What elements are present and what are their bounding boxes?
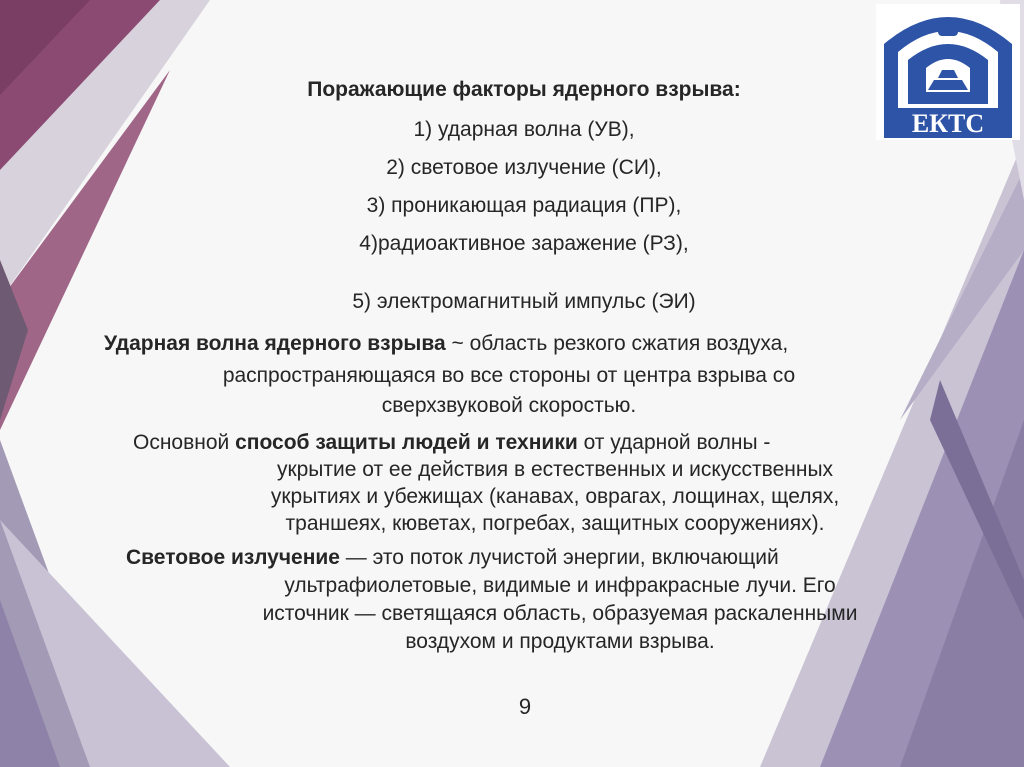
factor-item: 5) электромагнитный импульс (ЭИ) bbox=[352, 290, 696, 313]
shockwave-line: Ударная волна ядерного взрыва ~ область резкого сжатия воздуха, bbox=[104, 332, 789, 355]
factor-item: 1) ударная волна (УВ), bbox=[413, 118, 635, 141]
factor-item: 4)радиоактивное заражение (РЗ), bbox=[359, 232, 689, 255]
light-line: Световое излучение — это поток лучистой энергии, включающий bbox=[126, 546, 779, 569]
light-line: ультрафиолетовые, видимые и инфракрасные лучи. Его bbox=[284, 574, 836, 597]
protection-line: Основной способ защиты людей и техники от ударной волны - bbox=[133, 431, 771, 454]
light-line: воздухом и продуктами взрыва. bbox=[405, 630, 715, 653]
shockwave-line: сверхзвуковой скоростью. bbox=[381, 394, 637, 417]
logo-text: ЕКТС bbox=[911, 109, 985, 138]
factors-title: Поражающие факторы ядерного взрыва: bbox=[307, 78, 741, 101]
light-line: источник — светящаяся область, образуемая раскаленными bbox=[262, 602, 858, 625]
shockwave-line: распространяющаяся во все стороны от центра взрыва со bbox=[222, 364, 796, 387]
protection-line: траншеях, кюветах, погребах, защитных сооружениях). bbox=[285, 512, 825, 535]
protection-line: укрытие от ее действия в естественных и искусственных bbox=[276, 458, 834, 481]
page-number: 9 bbox=[518, 694, 532, 719]
protection-line: укрытиях и убежищах (канавах, оврагах, лощинах, щелях, bbox=[270, 485, 840, 508]
factor-item: 3) проникающая радиация (ПР), bbox=[366, 194, 682, 217]
college-emblem-icon bbox=[876, 4, 1020, 140]
factor-item: 2) световое излучение (СИ), bbox=[386, 156, 662, 179]
